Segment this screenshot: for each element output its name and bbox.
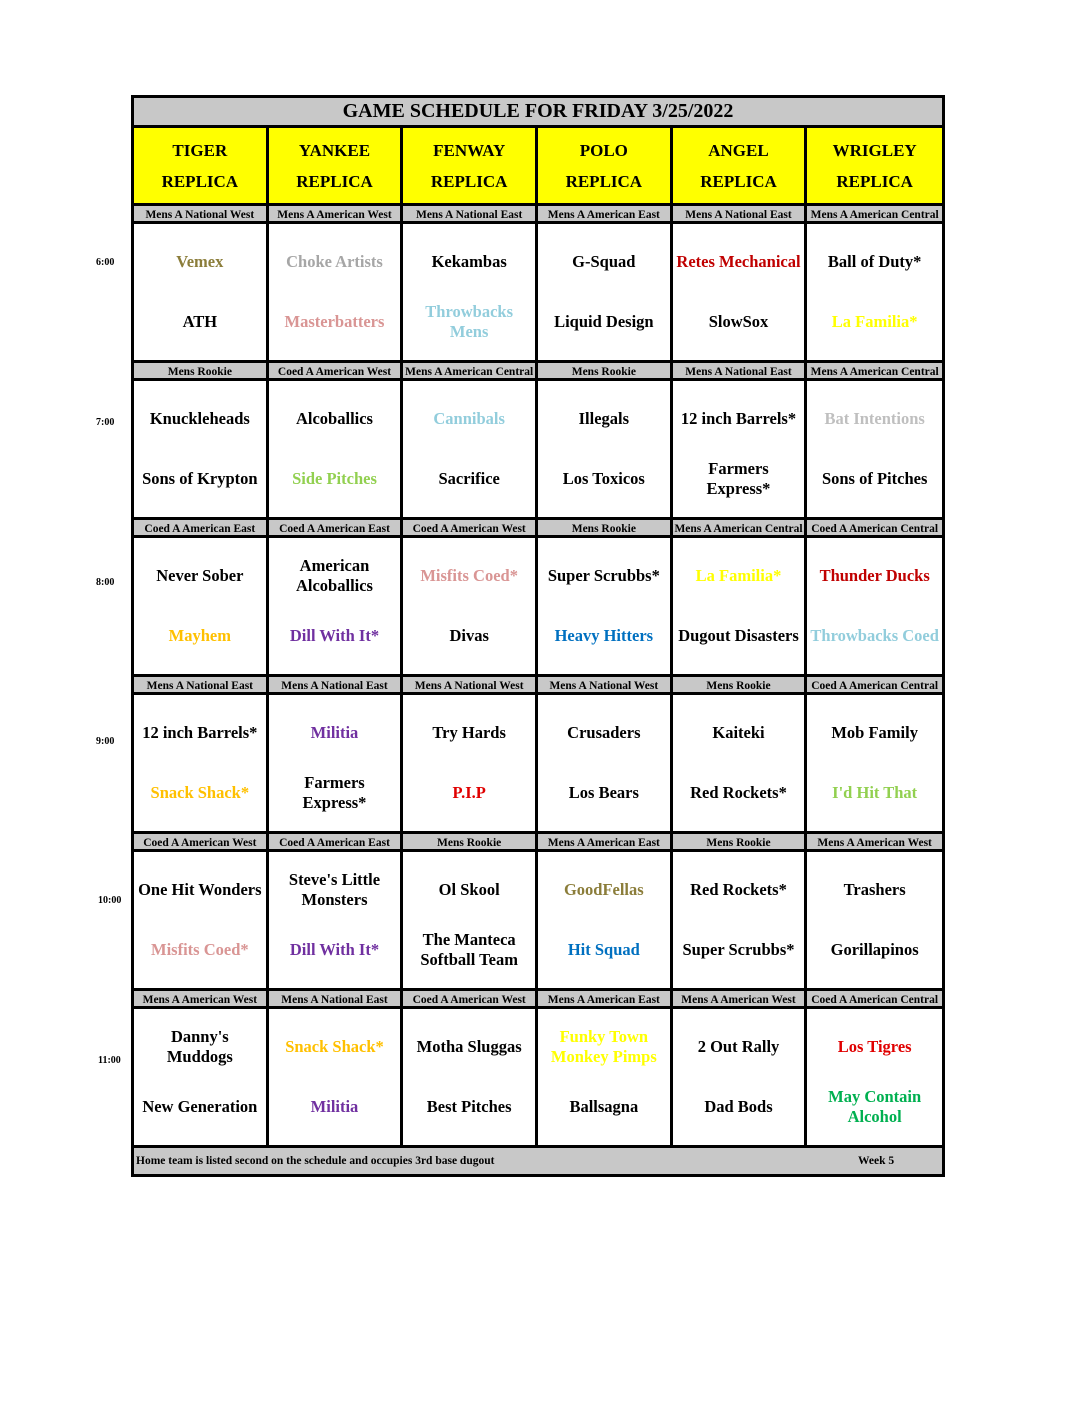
home-team: Farmers Express* [706, 459, 771, 498]
division-label: Coed A American West [403, 991, 538, 1009]
division-label: Coed A American East [269, 520, 404, 538]
away-team: Red Rockets* [690, 880, 787, 899]
home-team: SlowSox [708, 312, 769, 331]
away-team: 12 inch Barrels* [680, 409, 797, 428]
game-cell [673, 224, 808, 363]
division-label: Mens Rookie [134, 363, 269, 381]
home-team: Divas [449, 626, 489, 645]
home-team: Los Toxicos [562, 469, 645, 488]
home-team: Hit Squad [567, 940, 640, 959]
field-sub: REPLICA [430, 171, 508, 191]
division-label: Mens A National East [269, 991, 404, 1009]
division-label: Coed A American East [134, 520, 269, 538]
game-cell [673, 381, 808, 520]
field-name: TIGER [172, 140, 228, 160]
time-slot-label: 11:00 [98, 1055, 121, 1066]
division-label: Mens A American West [673, 991, 808, 1009]
home-team: Sons of Krypton [142, 469, 258, 488]
home-team: Dad Bods [704, 1097, 773, 1116]
field-header-yankee [269, 128, 404, 206]
game-cell [538, 538, 673, 677]
game-cell [673, 852, 808, 991]
division-label: Mens A National East [134, 677, 269, 695]
home-team: The Manteca Softball Team [420, 930, 518, 969]
game-cell [403, 1009, 538, 1148]
away-team: Never Sober [156, 566, 244, 585]
home-team: Throwbacks Coed [810, 626, 939, 645]
away-team: Illegals [578, 409, 630, 428]
division-label: Mens A National East [403, 206, 538, 224]
away-team: Ol Skool [438, 880, 500, 899]
division-label: Mens A National East [673, 206, 808, 224]
division-label: Mens Rookie [403, 834, 538, 852]
away-team: Trashers [843, 880, 906, 899]
away-team: Militia [310, 723, 359, 742]
home-team: Super Scrubbs* [682, 940, 795, 959]
home-team: New Generation [142, 1097, 258, 1116]
field-header-angel [673, 128, 808, 206]
division-label: Coed A American Central [807, 677, 942, 695]
home-team: La Familia* [831, 312, 918, 331]
field-name: YANKEE [298, 140, 371, 160]
home-team: Red Rockets* [690, 783, 787, 802]
away-team: Snack Shack* [285, 1037, 384, 1056]
division-label: Mens Rookie [673, 834, 808, 852]
field-name: WRIGLEY [832, 140, 917, 160]
field-sub: REPLICA [836, 171, 913, 191]
home-team: Sons of Pitches [821, 469, 928, 488]
division-label: Mens A American East [538, 834, 673, 852]
home-team: Sacrifice [438, 469, 500, 488]
division-label: Mens A American Central [403, 363, 538, 381]
division-label: Coed A American West [269, 363, 404, 381]
field-header-polo [538, 128, 673, 206]
away-team: Crusaders [567, 723, 641, 742]
division-label: Coed A American West [403, 520, 538, 538]
field-name: FENWAY [433, 140, 506, 160]
game-cell [403, 538, 538, 677]
division-label: Mens A American West [134, 991, 269, 1009]
home-team: Throwbacks Mens [425, 302, 514, 341]
game-cell [807, 1009, 942, 1148]
field-sub: REPLICA [296, 171, 373, 191]
home-team: Dugout Disasters [678, 626, 799, 645]
game-cell [538, 1009, 673, 1148]
game-cell [807, 381, 942, 520]
game-cell [538, 852, 673, 991]
home-team: May Contain Alcohol [828, 1087, 922, 1126]
field-sub: REPLICA [565, 171, 643, 191]
game-cell [673, 1009, 808, 1148]
game-cell [673, 538, 808, 677]
field-sub: REPLICA [161, 171, 239, 191]
division-label: Coed A American East [269, 834, 404, 852]
away-team: Super Scrubbs* [547, 566, 660, 585]
away-team: GoodFellas [563, 880, 644, 899]
game-cell [134, 224, 269, 363]
game-cell [538, 224, 673, 363]
game-cell [807, 695, 942, 834]
game-cell [403, 381, 538, 520]
home-team: Snack Shack* [150, 783, 250, 802]
field-name: POLO [579, 140, 628, 160]
away-team: 2 Out Rally [697, 1037, 780, 1056]
time-slot-label: 6:00 [96, 257, 115, 268]
home-team: Heavy Hitters [554, 626, 654, 645]
game-cell [134, 538, 269, 677]
game-cell [269, 852, 404, 991]
division-label: Mens A American Central [673, 520, 808, 538]
division-label: Mens A National West [403, 677, 538, 695]
home-team-note: Home team is listed second on the schedule and occupies 3rd base dugout [136, 1155, 495, 1167]
division-label: Coed A American Central [807, 520, 942, 538]
home-team: Militia [310, 1097, 359, 1116]
game-cell [269, 1009, 404, 1148]
field-header-wrigley [807, 128, 942, 206]
game-cell [269, 695, 404, 834]
game-cell [538, 381, 673, 520]
game-cell [807, 538, 942, 677]
away-team: Bat Intentions [824, 409, 925, 428]
game-cell [134, 381, 269, 520]
away-team: Mob Family [831, 723, 918, 742]
away-team: Kekambas [431, 252, 507, 271]
away-team: Thunder Ducks [819, 566, 930, 585]
time-slot-label: 8:00 [96, 577, 115, 588]
away-team: Kaiteki [712, 723, 765, 742]
away-team: Knuckleheads [149, 409, 250, 428]
away-team: Cannibals [433, 409, 505, 428]
home-team: Los Bears [568, 783, 639, 802]
away-team: G-Squad [572, 252, 636, 271]
away-team: La Familia* [695, 566, 782, 585]
game-cell [673, 695, 808, 834]
field-header-tiger [134, 128, 269, 206]
home-team: Farmers Express* [302, 773, 367, 812]
game-cell [269, 381, 404, 520]
time-slot-label: 10:00 [98, 895, 122, 906]
division-label: Mens Rookie [673, 677, 808, 695]
division-label: Coed A American Central [807, 991, 942, 1009]
home-team: Dill With It* [289, 626, 380, 645]
game-cell [807, 852, 942, 991]
week-label: Week 5 [858, 1155, 895, 1167]
home-team: Masterbatters [284, 312, 385, 331]
division-label: Mens Rookie [538, 363, 673, 381]
field-header-fenway [403, 128, 538, 206]
division-label: Mens A National West [538, 677, 673, 695]
home-team: Dill With It* [289, 940, 380, 959]
time-slot-label: 7:00 [96, 417, 115, 428]
home-team: Misfits Coed* [151, 940, 249, 959]
game-cell [403, 695, 538, 834]
home-team: Ballsagna [569, 1097, 639, 1116]
away-team: Vemex [176, 252, 224, 271]
game-cell [403, 852, 538, 991]
game-cell [403, 224, 538, 363]
away-team: Alcoballics [295, 409, 373, 428]
away-team: Motha Sluggas [416, 1037, 522, 1056]
division-label: Mens A American East [538, 991, 673, 1009]
division-label: Mens A American West [269, 206, 404, 224]
away-team: Retes Mechanical [676, 252, 801, 271]
field-name: ANGEL [708, 140, 769, 160]
game-cell [134, 1009, 269, 1148]
field-sub: REPLICA [700, 171, 777, 191]
schedule-table [131, 95, 945, 1177]
game-cell [134, 852, 269, 991]
time-slot-label: 9:00 [96, 736, 115, 747]
home-team: Liquid Design [554, 312, 654, 331]
game-cell [269, 224, 404, 363]
division-label: Mens A National East [673, 363, 808, 381]
division-label: Mens Rookie [538, 520, 673, 538]
away-team: American Alcoballics [295, 556, 373, 595]
game-cell [538, 695, 673, 834]
division-label: Mens A American West [807, 834, 942, 852]
away-team: Try Hards [432, 723, 506, 742]
away-team: Choke Artists [286, 252, 383, 271]
away-team: Steve's Little Monsters [288, 870, 381, 909]
away-team: Danny's Muddogs [166, 1027, 233, 1066]
away-team: One Hit Wonders [138, 880, 262, 899]
home-team: Best Pitches [426, 1097, 512, 1116]
away-team: 12 inch Barrels* [142, 723, 258, 742]
schedule-footer [134, 1148, 942, 1174]
home-team: Mayhem [168, 626, 231, 645]
division-label: Mens A American Central [807, 363, 942, 381]
game-cell [807, 224, 942, 363]
game-cell [269, 538, 404, 677]
division-label: Mens A American East [538, 206, 673, 224]
schedule-title: GAME SCHEDULE FOR FRIDAY 3/25/2022 [134, 98, 942, 128]
away-team: Ball of Duty* [827, 252, 922, 271]
away-team: Misfits Coed* [420, 566, 518, 585]
home-team: Side Pitches [292, 469, 377, 488]
home-team: I'd Hit That [832, 783, 918, 802]
home-team: ATH [182, 312, 218, 331]
home-team: Gorillapinos [830, 940, 919, 959]
home-team: P.I.P [452, 783, 486, 802]
game-cell [134, 695, 269, 834]
division-label: Mens A National West [134, 206, 269, 224]
division-label: Mens A National East [269, 677, 404, 695]
division-label: Mens A American Central [807, 206, 942, 224]
division-label: Coed A American West [134, 834, 269, 852]
away-team: Funky Town Monkey Pimps [550, 1027, 657, 1066]
away-team: Los Tigres [837, 1037, 912, 1056]
